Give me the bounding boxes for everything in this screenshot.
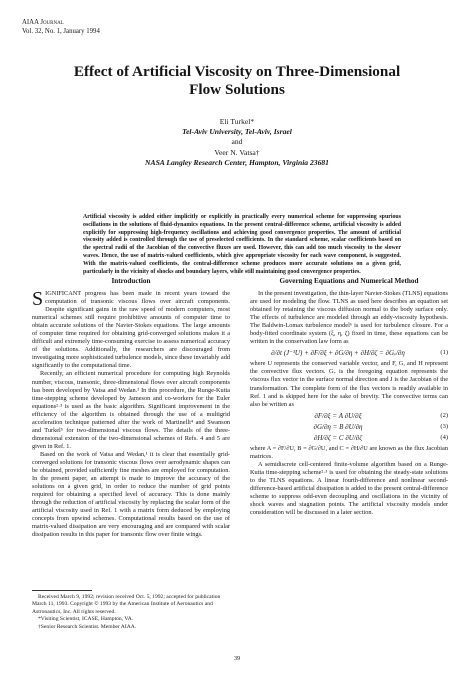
author-joiner: and [231,137,243,147]
paragraph: where U represents the conserved variable vector, and F, G, and H represent the convective flux vectors. Gᵥ is the foregoing equation represents the viscous flux vector in the surface normal direction and J is the Jacobian of the transformation. The complete form of the flux vectors is readily available in Ref. 1 and is skipped here for the sake of brevity. The convective terms can also be written as [250,360,448,408]
author-affiliation: NASA Langley Research Center, Hampton, Virginia 23681 [145,157,329,167]
page-number: 39 [233,655,241,662]
footnote: Received March 9, 1992; revision received Oct. 5, 1992; accepted for publication March 11, 1993. Copyright © 1993 by the American Institute of Aeronautics and Astronautics, Inc. All rights reserved. [32,594,221,615]
equation-number: (3) [440,422,448,430]
equation [250,423,448,431]
equation-text: ∂/∂t (J⁻¹U) + ∂F/∂ξ + ∂G/∂η + ∂H/∂ζ = ∂Gᵥ/∂η [271,349,405,358]
title-line-1: Effect of Artificial Viscosity on Three-Dimensional [73,63,401,80]
governing-equations-section [250,276,448,517]
equation-number: (4) [440,433,448,441]
introduction-section [32,276,230,539]
paragraph: A semidiscrete cell-centered finite-volume algorithm based on a Runge-Kutta time-stepping scheme²·³ is used for obtaining the steady-state solutions to the TLNS equations. A linear fourth-difference and nonlinear second-difference-based artificial dissipation is added to the present central-difference scheme to suppress odd-even decoupling and oscillations in the vicinity of shock waves and stagnation points. The artificial viscosity models under consideration will be discussed in a later section. [250,460,448,517]
paragraph: Based on the work of Vatsa and Wedan,¹ it is clear that essentially grid-converged solutions for transonic viscous flows over aerodynamic shapes can be obtained, provided sufficiently fine meshes are employed for computation. In the present paper, an attempt is made to improve the accuracy of the solutions on a given grid, in order to reduce the number of grid points required for obtaining a specified level of accuracy. This is done mainly through the reduction of artificial viscosity by replacing the scalar form of the artificial viscosity used in Ref. 1 with a matrix form deduced by employing concepts from upwind schemes. Computational results based on the use of matrix-valued dissipation are very encouraging and are compared with scalar dissipation results in this paper for transonic flow over finite wings. [32,450,230,539]
equation [250,434,448,442]
section-heading: Governing Equations and Numerical Method [279,277,419,285]
equation-number: (2) [440,411,448,419]
footnotes [32,594,232,631]
equation [250,412,448,420]
author-name: Veer N. Vatsa† [214,147,260,157]
author-name: Eli Turkel* [219,117,255,126]
drop-cap: S [32,288,44,310]
paragraph: In the present investigation, the thin-layer Navier-Stokes (TLNS) equations are used for modeling the flow. TLNS as used here describes an equation set obtained by retaining the viscous diffusion normal to the body surface only. The effects of turbulence are modeled through an eddy-viscosity hypothesis. The Baldwin-Lomax turbulence model⁶ is used for turbulence closure. For a body-fitted coordinate system (ξ, η, ζ) fixed in time, these equations can be written in the conservation law form as [250,290,448,346]
journal-volume: Vol. 32, No. 1, January 1994 [22,28,100,35]
equation-text: ∂H/∂ζ = C ∂U/∂ζ [313,433,363,442]
equation-number: (1) [440,349,448,357]
equation-text: ∂F/∂ξ = A ∂U/∂ξ [314,411,362,420]
journal-name: AIAA Journal [22,19,64,26]
equation-text: ∂G/∂η = B ∂U/∂η [313,422,363,431]
footnote: †Senior Research Scientist. Member AIAA. [38,623,137,630]
author-affiliation: Tel-Aviv University, Tel-Aviv, Israel [182,127,292,137]
section-heading: Introduction [111,277,151,285]
abstract: Artificial viscosity is added either implicitly or explicitly in practically every numerical scheme for suppressing spurious oscillations in the solutions of fluid-dynamics equations. In the present central-difference scheme, artificial viscosity is added explicitly for suppressing high-frequency oscillations and achieving good convergence properties. The amount of artificial viscosity added is controlled through the use of preselected coefficients. In the standard scheme, scalar coefficients based on the spectral radii of the Jacobian of the convective fluxes are used. However, this can add too much viscosity to the slower waves. Hence, the use of matrix-valued coefficients, which give appropriate viscosity for each wave component, is suggested. With the matrix-valued coefficients, the central-difference scheme produces more accurate solutions on a given grid, particularly in the vicinity of shocks and boundary layers, while still maintaining good convergence properties. [83,214,401,275]
footnote-divider [32,590,92,591]
title-line-2: Flow Solutions [189,81,285,98]
paragraph-text: IGNIFICANT progress has been made in recent years toward the computation of transonic viscous flows over aircraft components. Despite significant gains in the raw speed of modern computers, most numerical schemes still require prohibitive amounts of computer time to obtain accurate solutions of the Navier-Stokes equations. The large amounts of computer time required for obtaining grid-converged solutions makes it a difficult and extremely time-consuming exercise to assess numerical accuracy of the solutions. Additionally, the researchers are discouraged from investigating more sophisticated turbulence models, since these invariably add significantly to the computational time. [32,290,230,370]
paragraph [32,290,230,370]
paragraph: where A = ∂F/∂U, B = ∂G/∂U, and C = ∂H/∂U are known as the flux Jacobian matrices. [250,444,448,460]
footnote: *Visiting Scientist, ICASE, Hampton, VA. [38,616,134,623]
paragraph: Recently, an efficient numerical procedure for computing high Reynolds number, viscous, transonic, three-dimensional flows over aircraft components has been developed by Vatsa and Wedan.¹ In this procedure, the Runge-Kutta time-stepping scheme developed by Jameson and co-workers for the Euler equations²·³ is used as the basic algorithm. Significant improvement in the efficiency of the algorithm is obtained through the use of a multigrid acceleration technique patterned after the work of Martinelli⁴ and Swanson and Turkel⁵ for two-dimensional viscous flows. The details of the three-dimensional extension of the two-dimensional schemes of Refs. 4 and 5 are given in Ref. 1. [32,370,230,450]
paper-title [0,63,474,99]
author-block [0,117,474,168]
equation [250,349,448,357]
journal-header [22,18,100,36]
